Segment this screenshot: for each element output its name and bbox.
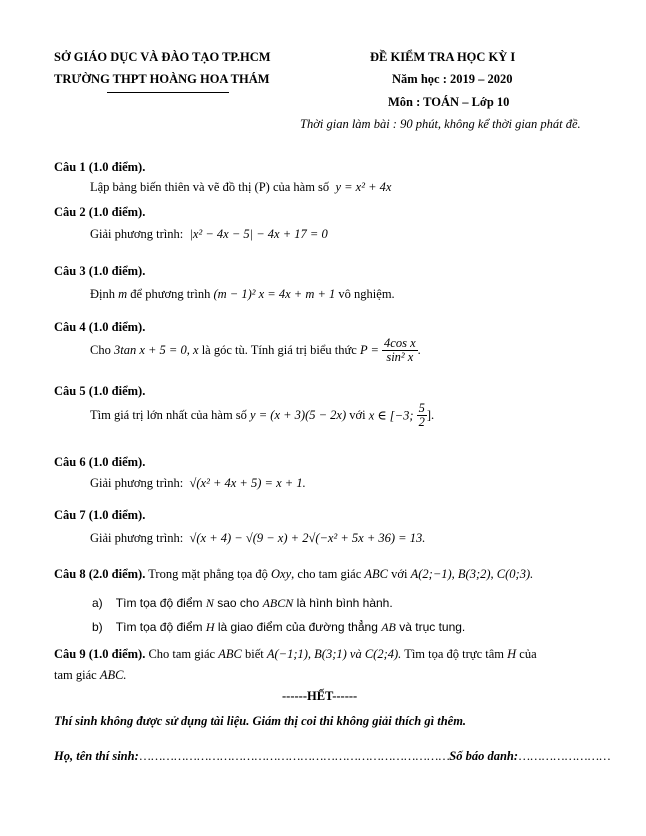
- question-5-math: y = (x + 3)(5 − 2x): [250, 408, 347, 422]
- sub-text-b: là giao điểm của đường thẳng: [217, 620, 378, 634]
- question-9-line-2: [54, 668, 127, 683]
- question-3-body: [90, 287, 395, 302]
- question-8-text-c: với: [391, 567, 408, 581]
- question-4-var: x: [193, 343, 199, 357]
- school-name: TRƯỜNG THPT HOÀNG HOA THÁM: [54, 72, 270, 86]
- question-6-math: √(x² + 4x + 5) = x + 1.: [189, 476, 306, 490]
- id-label: Số báo danh:: [449, 749, 519, 763]
- time-allowed: Thời gian làm bài : 90 phút, không kể thời gian phát đề.: [300, 117, 581, 131]
- question-7-title: Câu 7 (1.0 điểm).: [54, 508, 146, 522]
- question-9-text-b: biết: [244, 647, 264, 661]
- question-6-body: [90, 476, 306, 491]
- question-1-body: [90, 180, 391, 195]
- question-8b: [92, 620, 465, 635]
- question-5-fraction: [417, 402, 427, 429]
- fraction-numerator: 4cos x: [384, 336, 416, 350]
- name-label: Họ, tên thí sinh:: [54, 749, 139, 763]
- sub-var: H: [205, 620, 215, 634]
- question-5-text-b: với: [349, 408, 366, 422]
- question-6-text: Giải phương trình:: [90, 476, 184, 490]
- question-9-points: A(−1;1), B(3;1) và C(2;4).: [266, 647, 402, 661]
- question-3-math: (m − 1)² x = 4x + m + 1: [213, 287, 336, 301]
- sub-text-a: Tìm tọa độ điểm: [115, 620, 203, 634]
- end-marker: ------HẾT------: [282, 689, 358, 703]
- question-9-line: [54, 647, 537, 662]
- question-6-title: Câu 6 (1.0 điểm).: [54, 455, 146, 469]
- question-8-abc: ABC: [364, 567, 389, 581]
- question-3-text-c: vô nghiệm.: [338, 287, 395, 301]
- question-2-text: Giải phương trình:: [90, 227, 184, 241]
- question-1-title: Câu 1 (1.0 điểm).: [54, 160, 146, 174]
- question-7-body: [90, 531, 425, 546]
- question-4-body: Cho 3tan x + 5 = 0, x là góc tù. Tính giá trị biểu thức P = $\frac{\text{4cos x}}{\text{sin² x}}$ .: [90, 336, 421, 364]
- question-3-text-b: để phương trình: [130, 287, 211, 301]
- candidate-info: [54, 749, 610, 764]
- question-4-fraction: [382, 337, 418, 364]
- school-underline: [107, 92, 229, 93]
- question-1-math: y = x² + 4x: [335, 180, 392, 194]
- question-3-text-a: Định: [90, 287, 115, 301]
- question-4-title: Câu 4 (1.0 điểm).: [54, 320, 146, 334]
- sub-line: AB: [381, 620, 396, 634]
- question-3-title: Câu 3 (1.0 điểm).: [54, 264, 146, 278]
- sub-shape: ABCN: [262, 596, 294, 610]
- question-9-text-d: của: [519, 647, 537, 661]
- fraction-denominator: 2: [418, 415, 425, 429]
- sub-text-c: và trục tung.: [399, 620, 466, 634]
- name-field: ………………………………………………………………………: [138, 749, 450, 763]
- fraction-denominator: sin² x: [386, 350, 414, 364]
- sub-var: N: [205, 596, 214, 610]
- sub-label: a): [92, 596, 103, 610]
- question-9-line2-text: tam giác: [54, 668, 97, 682]
- question-8-text-b: , cho tam giác: [291, 567, 362, 581]
- id-field: ……………………: [518, 749, 611, 763]
- question-1-text: Lập bảng biến thiên và vẽ đồ thị (P) của hàm số: [90, 180, 330, 194]
- question-9-text-a: Cho tam giác: [148, 647, 216, 661]
- question-4-math: 3tan x + 5 = 0,: [113, 343, 190, 357]
- question-9-abc2: ABC.: [99, 668, 127, 682]
- question-8-points: A(2;−1), B(3;2), C(0;3).: [410, 567, 534, 581]
- question-2-math: |x² − 4x − 5| − 4x + 17 = 0: [189, 227, 328, 241]
- question-4-text-a: Cho: [90, 343, 111, 357]
- question-8-line: [54, 567, 533, 582]
- question-4-p-label: P =: [359, 343, 379, 357]
- question-9-title: Câu 9 (1.0 điểm).: [54, 647, 146, 661]
- question-7-math: √(x + 4) − √(9 − x) + 2√(−x² + 5x + 36) = 13.: [189, 531, 426, 545]
- question-7-text: Giải phương trình:: [90, 531, 184, 545]
- question-3-var: m: [118, 287, 128, 301]
- sub-text-b: sao cho: [217, 596, 260, 610]
- question-5-title: Câu 5 (1.0 điểm).: [54, 384, 146, 398]
- question-9-var: H: [507, 647, 517, 661]
- question-2-body: [90, 227, 328, 242]
- department-name: SỞ GIÁO DỤC VÀ ĐÀO TẠO TP.HCM: [54, 50, 271, 64]
- sub-text-c: là hình bình hành.: [296, 596, 393, 610]
- question-5-body: [90, 402, 434, 429]
- question-8-text: Trong mặt phẳng tọa độ: [148, 567, 268, 581]
- exam-note: Thí sinh không được sử dụng tài liệu. Giám thị coi thi không giải thích gì thêm.: [54, 714, 467, 728]
- fraction-numerator: 5: [418, 401, 425, 415]
- question-5-domain: x ∈ [−3;: [368, 408, 417, 423]
- question-2-title: Câu 2 (1.0 điểm).: [54, 205, 146, 219]
- sub-text-a: Tìm tọa độ điểm: [115, 596, 203, 610]
- sub-label: b): [92, 620, 103, 634]
- subject: Môn : TOÁN – Lớp 10: [388, 95, 510, 109]
- question-8a: [92, 596, 393, 611]
- question-8-title: Câu 8 (2.0 điểm).: [54, 567, 146, 581]
- question-4-text-b: là góc tù. Tính giá trị biểu thức: [201, 343, 357, 357]
- question-8-oxy: Oxy: [271, 567, 292, 581]
- question-9-abc: ABC: [218, 647, 242, 661]
- question-9-text-c: Tìm tọa độ trực tâm: [404, 647, 504, 661]
- question-5-text-a: Tìm giá trị lớn nhất của hàm số: [90, 408, 247, 422]
- exam-title: ĐỀ KIỂM TRA HỌC KỲ I: [370, 50, 516, 64]
- question-5-domain-end: ].: [426, 408, 435, 422]
- school-year: Năm học : 2019 – 2020: [392, 72, 513, 86]
